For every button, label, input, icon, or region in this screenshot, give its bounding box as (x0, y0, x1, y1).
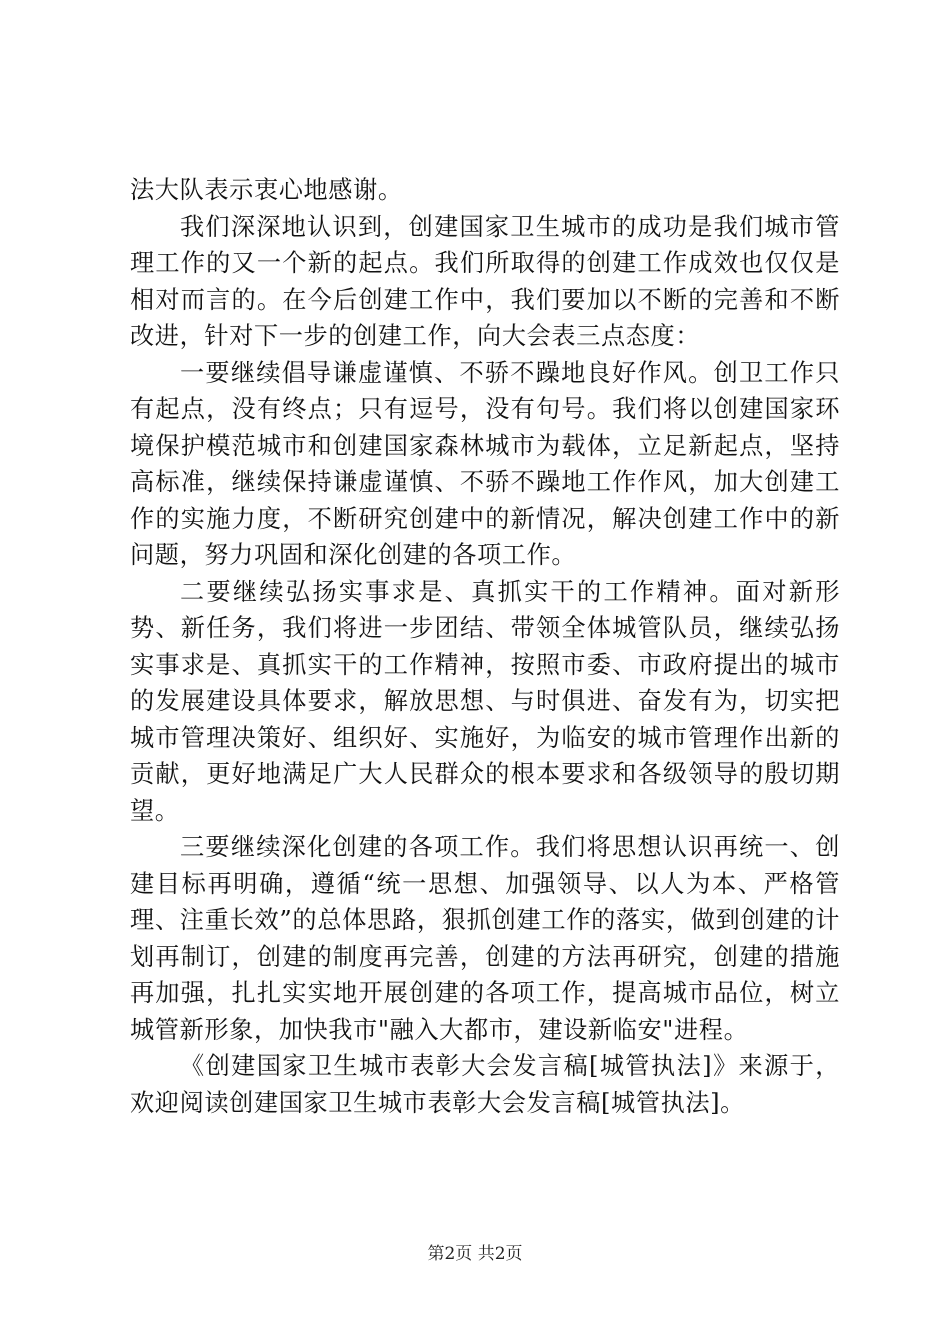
document-body (130, 172, 840, 1121)
paragraph-point-two: 二要继续弘扬实事求是、真抓实干的工作精神。面对新形势、新任务，我们将进一步团结、带领全体城管队员，继续弘扬实事求是、真抓实干的工作精神，按照市委、市政府提出的城市的发展建设具体要求，解放思想、与时俱进、奋发有为，切实把城市管理决策好、组织好、实施好，为临安的城市管理作出新的贡献，更好地满足广大人民群众的根本要求和各级领导的殷切期望。 (130, 577, 840, 825)
paragraph-point-one: 一要继续倡导谦虚谨慎、不骄不躁地良好作风。创卫工作只有起点，没有终点；只有逗号，没有句号。我们将以创建国家环境保护模范城市和创建国家森林城市为载体，立足新起点，坚持高标准，继续保持谦虚谨慎、不骄不躁地工作作风，加大创建工作的实施力度，不断研究创建中的新情况，解决创建工作中的新问题，努力巩固和深化创建的各项工作。 (130, 358, 840, 569)
paragraph-continuation: 法大队表示衷心地感谢。 (130, 176, 403, 204)
page-number-footer: 第2页 共2页 (427, 1244, 523, 1264)
paragraph-recognition: 我们深深地认识到，创建国家卫生城市的成功是我们城市管理工作的又一个新的起点。我们所取得的创建工作成效也仅仅是相对而言的。在今后创建工作中，我们要加以不断的完善和不断改进，针对下一步的创建工作，向大会表三点态度： (130, 212, 840, 350)
paragraph-source-note: 《创建国家卫生城市表彰大会发言稿[城管执法]》来源于，欢迎阅读创建国家卫生城市表彰大会发言稿[城管执法]。 (130, 1052, 840, 1117)
paragraph-point-three: 三要继续深化创建的各项工作。我们将思想认识再统一、创建目标再明确，遵循“统一思想、加强领导、以人为本、严格管理、注重长效”的总体思路，狠抓创建工作的落实，做到创建的计划再制订，创建的制度再完善，创建的方法再研究，创建的措施再加强，扎扎实实地开展创建的各项工作，提高城市品位，树立城管新形象，加快我市"融入大都市，建设新临安"进程。 (130, 833, 840, 1044)
